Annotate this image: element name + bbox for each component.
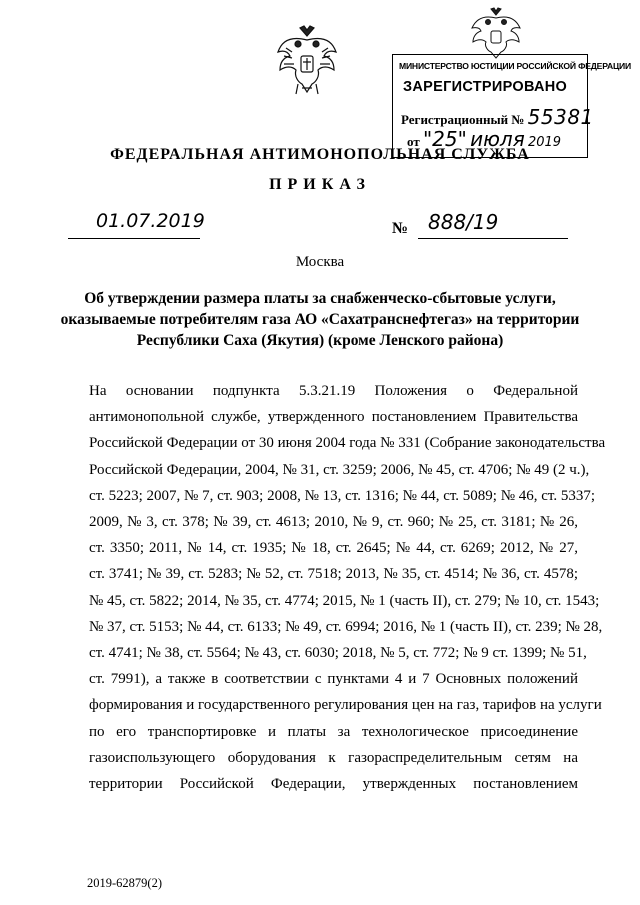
body-line: территории Российской Федерации, утвержденных постановлением bbox=[89, 776, 578, 793]
stamp-reg-label: Регистрационный № bbox=[401, 112, 525, 127]
city: Москва bbox=[295, 254, 345, 270]
subject-line: Об утверждении размера платы за снабженческо-сбытовые услуги, bbox=[84, 290, 556, 307]
body-line: На основании подпункта 5.3.21.19 Положения о Федеральной bbox=[89, 383, 578, 399]
body-line: антимонопольной службе, утвержденного постановлением Правительства bbox=[89, 409, 578, 426]
agency-name: ФЕДЕРАЛЬНАЯ АНТИМОНОПОЛЬНАЯ СЛУЖБА bbox=[110, 146, 530, 163]
order-date: 01.07.2019 bbox=[96, 210, 205, 232]
stamp-reg-number: 55381 bbox=[527, 105, 594, 129]
body-line: ст. 3350; 2011, № 14, ст. 1935; № 18, ст. 2645; № 44, ст. 6269; 2012, № 27, bbox=[89, 540, 578, 557]
body-line: № 45, ст. 5822; 2014, № 35, ст. 4774; 2015, № 1 (часть II), ст. 279; № 10, ст. 1543; bbox=[89, 592, 600, 609]
stamp-ministry: МИНИСТЕРСТВО ЮСТИЦИИ РОССИЙСКОЙ ФЕДЕРАЦИИ bbox=[399, 61, 632, 71]
coat-of-arms-emblem bbox=[272, 22, 342, 100]
stamp-date-day: "25" bbox=[422, 127, 467, 151]
stamp-registration-number bbox=[401, 105, 594, 129]
body-line: ст. 7991), а также в соответствии с пунктами 4 и 7 Основных положений bbox=[89, 671, 578, 688]
body-line: газоиспользующего оборудования к газораспределительным сетям на bbox=[89, 749, 578, 766]
body-line: ст. 3741; № 39, ст. 5283; № 52, ст. 7518; 2013, № 35, ст. 4514; № 36, ст. 4578; bbox=[89, 566, 578, 583]
body-paragraph bbox=[89, 378, 606, 797]
document-code: 2019-62879(2) bbox=[87, 876, 162, 890]
body-line: № 37, ст. 5153; № 44, ст. 6133; № 49, ст. 6994; 2016, № 1 (часть II), ст. 239; № 28, bbox=[89, 618, 603, 635]
body-line: ст. 4741; № 38, ст. 5564; № 43, ст. 6030; 2018, № 5, ст. 772; № 9 ст. 1399; № 51, bbox=[89, 645, 587, 662]
order-number-label: № bbox=[392, 220, 409, 237]
order-number: 888/19 bbox=[428, 210, 499, 234]
date-underline bbox=[68, 238, 200, 239]
stamp-date-prefix: от bbox=[407, 134, 420, 149]
stamp-date-month: июля bbox=[470, 127, 525, 151]
order-subject bbox=[60, 288, 580, 351]
body-line: формирования и государственного регулирования цен на газ, тарифов на услуги bbox=[89, 697, 602, 714]
document-type: ПРИКАЗ bbox=[269, 176, 371, 193]
body-line: 2009, № 3, ст. 378; № 39, ст. 4613; 2010, № 9, ст. 960; № 25, ст. 3181; № 26, bbox=[89, 514, 578, 531]
subject-line: оказываемые потребителям газа АО «Сахатранснефтегаз» на территории bbox=[60, 311, 580, 328]
stamp-registered: ЗАРЕГИСТРИРОВАНО bbox=[403, 79, 568, 95]
subject-line: Республики Саха (Якутия) (кроме Ленского района) bbox=[136, 332, 504, 349]
body-line: ст. 5223; 2007, № 7, ст. 903; 2008, № 13, ст. 1316; № 44, ст. 5089; № 46, ст. 5337; bbox=[89, 487, 596, 504]
body-line: Российской Федерации, 2004, № 31, ст. 3259; 2006, № 45, ст. 4706; № 49 (2 ч.), bbox=[89, 461, 590, 478]
registration-stamp bbox=[392, 54, 632, 158]
body-line: Российской Федерации от 30 июня 2004 года № 331 (Собрание законодательства bbox=[89, 435, 606, 452]
number-underline bbox=[418, 238, 568, 239]
body-line: по его транспортировке и платы за технологическое присоединение bbox=[89, 723, 578, 740]
stamp-date-year: 2019 bbox=[527, 135, 562, 150]
